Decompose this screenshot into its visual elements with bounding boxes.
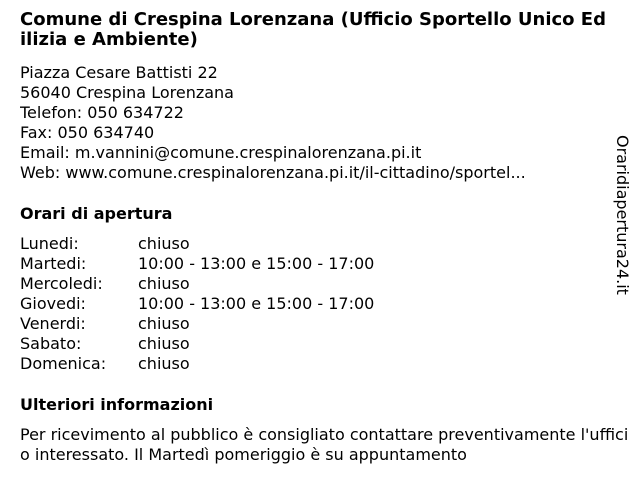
opening-hours-table	[20, 234, 610, 374]
time-value: 10:00 - 13:00 e 15:00 - 17:00	[138, 254, 375, 273]
hours-row-monday	[20, 234, 610, 254]
day-label: Venerdi:	[20, 314, 86, 333]
day-label: Domenica:	[20, 354, 107, 373]
day-label: Mercoledi:	[20, 274, 103, 293]
city-address: 56040 Crespina Lorenzana	[20, 83, 234, 102]
hours-row-thursday	[20, 294, 610, 314]
additional-info-text: Per ricevimento al pubblico è consigliato contattare preventivamente l'ufficio interessato. Il Martedì pomeriggio è su appuntamento	[20, 425, 629, 464]
time-value: chiuso	[138, 234, 190, 253]
hours-row-tuesday	[20, 254, 610, 274]
website-link[interactable]: Web: www.comune.crespinalorenzana.pi.it/il-cittadino/sportel...	[20, 163, 526, 182]
time-value: chiuso	[138, 354, 190, 373]
hours-row-friday	[20, 314, 610, 334]
additional-info-heading: Ulteriori informazioni	[20, 395, 214, 414]
street-address: Piazza Cesare Battisti 22	[20, 63, 218, 82]
site-watermark: Oraridiapertura24.it	[613, 135, 632, 295]
time-value: 10:00 - 13:00 e 15:00 - 17:00	[138, 294, 375, 313]
fax-number: Fax: 050 634740	[20, 123, 155, 142]
time-value: chiuso	[138, 314, 190, 333]
opening-hours-heading: Orari di apertura	[20, 204, 173, 223]
day-label: Martedi:	[20, 254, 87, 273]
office-title: Comune di Crespina Lorenzana (Ufficio Sportello Unico Edilizia e Ambiente)	[20, 9, 606, 50]
hours-row-sunday	[20, 354, 610, 374]
phone-number: Telefon: 050 634722	[20, 103, 184, 122]
email-address: Email: m.vannini@comune.crespinalorenzana.pi.it	[20, 143, 422, 162]
time-value: chiuso	[138, 334, 190, 353]
day-label: Giovedi:	[20, 294, 86, 313]
day-label: Lunedi:	[20, 234, 79, 253]
day-label: Sabato:	[20, 334, 82, 353]
hours-row-wednesday	[20, 274, 610, 294]
hours-row-saturday	[20, 334, 610, 354]
time-value: chiuso	[138, 274, 190, 293]
contact-details	[20, 63, 610, 183]
